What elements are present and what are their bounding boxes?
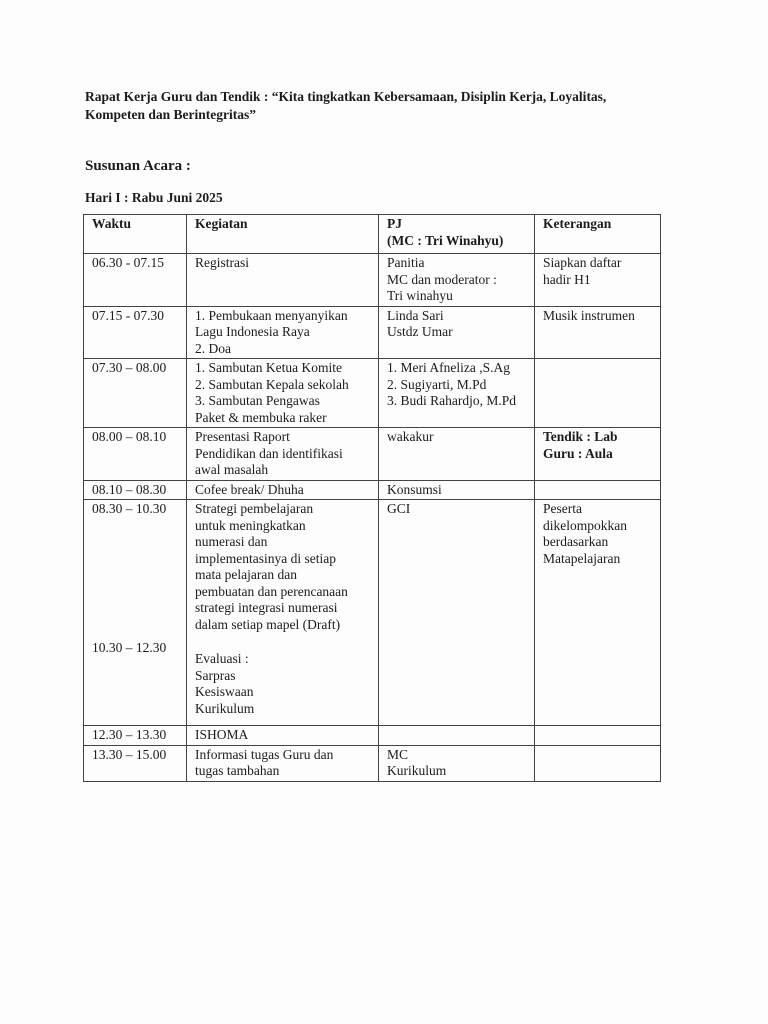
table-row [84, 428, 661, 481]
cell-kegiatan-line: Cofee break/ Dhuha [195, 481, 304, 497]
cell-keterangan-line: dikelompokkan [543, 517, 627, 533]
cell-kegiatan-line: Sarpras [195, 667, 236, 683]
header-pj [379, 215, 535, 254]
cell-kegiatan-line: strategi integrasi numerasi [195, 600, 338, 615]
cell-kegiatan [187, 745, 379, 781]
cell-kegiatan-line: implementasinya di setiap [195, 550, 336, 566]
cell-keterangan [535, 726, 661, 746]
cell-kegiatan-line: Strategi pembelajaran [195, 501, 314, 516]
cell-waktu [84, 359, 187, 428]
header-kegiatan-label: Kegiatan [195, 216, 248, 231]
cell-kegiatan-line: Kurikulum [195, 700, 255, 716]
cell-kegiatan-line: Evaluasi : [195, 651, 249, 666]
cell-pj [379, 500, 535, 726]
cell-pj-line: 1. Meri Afneliza ,S.Ag [387, 360, 510, 375]
cell-keterangan [535, 306, 661, 359]
cell-keterangan-line: Siapkan daftar [543, 255, 622, 270]
table-row [84, 480, 661, 500]
cell-pj-line: 2. Sugiyarti, M.Pd [387, 376, 487, 392]
cell-keterangan-line: Guru : Aula [543, 445, 613, 461]
cell-kegiatan [187, 428, 379, 481]
cell-kegiatan [187, 480, 379, 500]
cell-waktu-line: 10.30 – 12.30 [92, 639, 167, 655]
cell-pj [379, 359, 535, 428]
cell-keterangan-line: berdasarkan [543, 534, 609, 549]
cell-keterangan-line: Musik instrumen [543, 307, 635, 323]
cell-pj-line: Panitia [387, 255, 425, 270]
cell-pj [379, 254, 535, 307]
cell-kegiatan-line: awal masalah [195, 462, 269, 477]
cell-pj-line: Kurikulum [387, 763, 447, 778]
cell-kegiatan-line: tugas tambahan [195, 763, 280, 778]
cell-pj-line: Konsumsi [387, 481, 442, 497]
header-keterangan-label: Keterangan [543, 216, 612, 231]
agenda-table-header [84, 215, 661, 254]
cell-waktu [84, 480, 187, 500]
cell-keterangan-line: Matapelajaran [543, 550, 621, 566]
cell-waktu-line: 13.30 – 15.00 [92, 746, 167, 762]
table-row [84, 500, 661, 726]
spacer [195, 633, 370, 651]
cell-pj-line: 3. Budi Rahardjo, M.Pd [387, 393, 517, 408]
cell-kegiatan-line: Lagu Indonesia Raya [195, 324, 310, 339]
cell-kegiatan-line: 2. Doa [195, 340, 231, 356]
cell-waktu-line: 07.15 - 07.30 [92, 307, 164, 323]
cell-kegiatan-line: numerasi dan [195, 534, 268, 549]
cell-kegiatan-line: Informasi tugas Guru dan [195, 746, 334, 762]
cell-keterangan [535, 428, 661, 481]
cell-kegiatan-line: dalam setiap mapel (Draft) [195, 616, 341, 632]
cell-kegiatan-line: Kesiswaan [195, 684, 254, 699]
cell-kegiatan-line: mata pelajaran dan [195, 567, 297, 582]
cell-kegiatan-line: ISHOMA [195, 727, 249, 742]
header-row [84, 215, 661, 254]
cell-waktu [84, 254, 187, 307]
cell-keterangan [535, 480, 661, 500]
cell-waktu [84, 500, 187, 726]
cell-kegiatan [187, 359, 379, 428]
cell-kegiatan [187, 254, 379, 307]
cell-waktu-line: 08.00 – 08.10 [92, 429, 167, 444]
cell-waktu-line: 06.30 - 07.15 [92, 255, 164, 270]
cell-keterangan-line: hadir H1 [543, 271, 591, 287]
cell-pj-line: Linda Sari [387, 307, 444, 323]
cell-kegiatan-line: 2. Sambutan Kepala sekolah [195, 376, 349, 392]
header-keterangan [535, 215, 661, 254]
spacer [92, 518, 178, 640]
cell-keterangan [535, 254, 661, 307]
header-pj-label: PJ [387, 216, 402, 231]
cell-waktu [84, 726, 187, 746]
cell-pj [379, 745, 535, 781]
cell-waktu-line: 12.30 – 13.30 [92, 727, 167, 742]
cell-pj-line: wakakur [387, 429, 434, 444]
header-waktu-label: Waktu [92, 216, 132, 231]
cell-kegiatan-line: pembuatan dan perencanaan [195, 583, 348, 599]
table-row [84, 359, 661, 428]
cell-kegiatan-line: Pendidikan dan identifikasi [195, 445, 343, 461]
cell-keterangan-line: Tendik : Lab [543, 429, 618, 444]
cell-pj-line: Tri winahyu [387, 288, 453, 303]
cell-waktu-line: 07.30 – 08.00 [92, 360, 167, 375]
cell-kegiatan [187, 726, 379, 746]
cell-pj-line: Ustdz Umar [387, 324, 453, 339]
cell-waktu-line: 08.10 – 08.30 [92, 481, 167, 497]
cell-waktu [84, 428, 187, 481]
cell-pj-line: MC dan moderator : [387, 271, 497, 287]
cell-keterangan-line: Peserta [543, 501, 582, 516]
cell-pj [379, 480, 535, 500]
section-heading: Susunan Acara : [85, 158, 191, 174]
cell-kegiatan-line: 1. Sambutan Ketua Komite [195, 360, 342, 375]
cell-pj-line: GCI [387, 501, 411, 516]
cell-kegiatan [187, 306, 379, 359]
cell-keterangan [535, 359, 661, 428]
cell-kegiatan-line: 3. Sambutan Pengawas [195, 393, 320, 408]
cell-pj [379, 726, 535, 746]
cell-waktu [84, 745, 187, 781]
cell-keterangan [535, 500, 661, 726]
table-row [84, 306, 661, 359]
header-kegiatan [187, 215, 379, 254]
cell-kegiatan-line: 1. Pembukaan menyanyikan [195, 307, 348, 323]
cell-pj [379, 428, 535, 481]
table-row [84, 254, 661, 307]
header-waktu [84, 215, 187, 254]
cell-pj-line: MC [387, 746, 409, 762]
agenda-table [83, 214, 661, 782]
header-pj-mc: (MC : Tri Winahyu) [387, 232, 504, 248]
table-row [84, 745, 661, 781]
cell-waktu [84, 306, 187, 359]
cell-kegiatan-line: Paket & membuka raker [195, 409, 327, 425]
cell-keterangan [535, 745, 661, 781]
cell-kegiatan [187, 500, 379, 726]
cell-kegiatan-line: untuk meningkatkan [195, 517, 306, 533]
day-label: Hari I : Rabu Juni 2025 [85, 190, 223, 205]
cell-pj [379, 306, 535, 359]
agenda-table-body [84, 254, 661, 782]
table-row [84, 726, 661, 746]
cell-kegiatan-line: Registrasi [195, 255, 249, 270]
cell-waktu-line: 08.30 – 10.30 [92, 501, 167, 516]
cell-kegiatan-line: Presentasi Raport [195, 429, 290, 444]
document-title: Rapat Kerja Guru dan Tendik : “Kita tingkatkan Kebersamaan, Disiplin Kerja, Loyalitas, Kompeten dan Berintegritas” [85, 89, 607, 122]
